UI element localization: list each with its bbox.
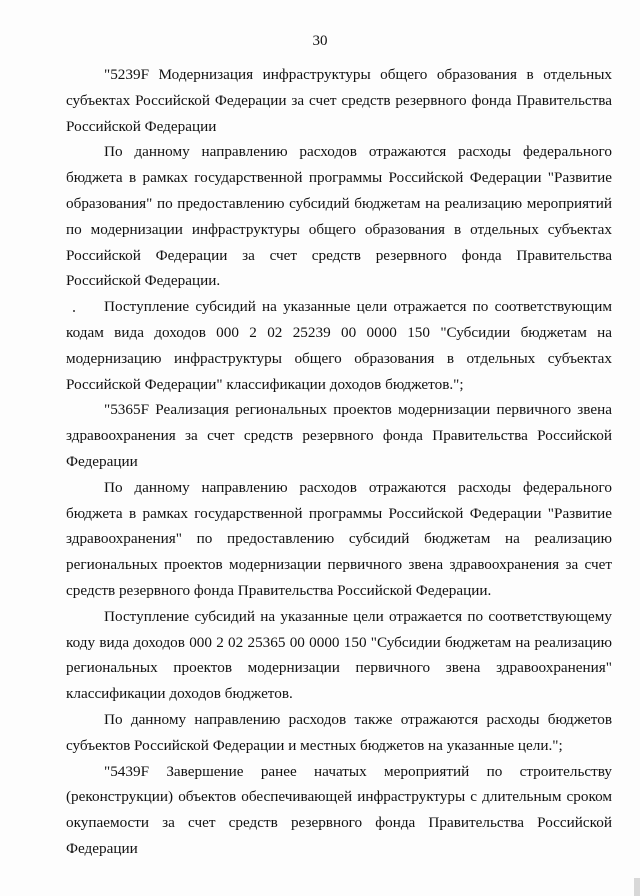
paragraph-5239f-revenue: Поступление субсидий на указанные цели отражается по соответствующим кодам вида доходов 000 2 02 25239 00 0000 150 "Субсидии бюджетам на модернизацию инфраструктуры общего образования в отдельных субъектах Российской Федерации" классификации доходов бюджетов."; <box>66 298 612 393</box>
scan-edge-mark <box>634 878 640 896</box>
section-heading-5439f: "5439F Завершение ранее начатых мероприятий по строительству (реконструкции) объектов обеспечивающей инфраструктуры с длительным сроком окупаемости за счет средств резервного фонда Правительства Российской Федерации <box>66 762 612 857</box>
section-heading-5239f: "5239F Модернизация инфраструктуры общего образования в отдельных субъектах Российской Федерации за счет средств резервного фонда Правительства Российской Федерации <box>66 66 612 135</box>
document-body <box>66 62 612 862</box>
section-heading-5365f: "5365F Реализация региональных проектов модернизации первичного звена здравоохранения за счет средств резервного фонда Правительства Российской Федерации <box>66 401 612 470</box>
paragraph-5365f-description: По данному направлению расходов отражаются расходы федерального бюджета в рамках государственной программы Российской Федерации "Развитие здравоохранения" по предоставлению субсидий бюджетам на реализацию региональных проектов модернизации первичного звена здравоохранения за счет средств резервного фонда Правительства Российской Федерации. <box>66 478 612 599</box>
page-number: 30 <box>312 33 328 49</box>
paragraph-5239f-description: По данному направлению расходов отражаются расходы федерального бюджета в рамках государственной программы Российской Федерации "Развитие образования" по предоставлению субсидий бюджетам на реализацию мероприятий по модернизации инфраструктуры общего образования в отдельных субъектах Российской Федерации за счет средств резервного фонда Правительства Российской Федерации. <box>66 143 612 290</box>
paragraph-5365f-revenue: Поступление субсидий на указанные цели отражается по соответствующему коду вида доходов 000 2 02 25365 00 0000 150 "Субсидии бюджетам на реализацию региональных проектов модернизации первичного звена здравоохранения" классификации доходов бюджетов. <box>66 607 612 703</box>
paragraph-5365f-regional: По данному направлению расходов также отражаются расходы бюджетов субъектов Российской Федерации и местных бюджетов на указанные цели."; <box>66 710 612 754</box>
